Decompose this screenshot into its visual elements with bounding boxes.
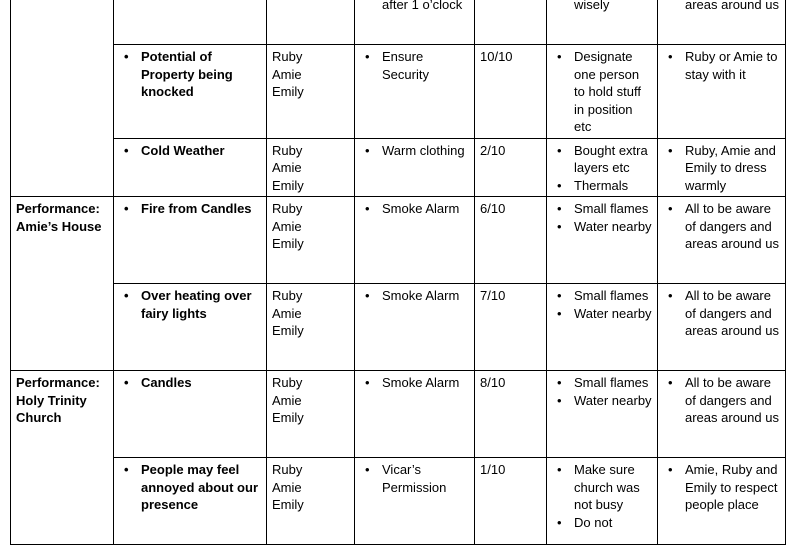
responsible-text: areas around us [685,0,779,12]
action-cell [547,138,658,197]
people-cell [267,138,355,197]
control-cell [355,45,475,139]
person-name: Amie [272,479,302,495]
risk-text: • People may feel annoyed about our presence [141,461,261,514]
risk-text: • Potential of Property being knocked [141,48,261,101]
action-cell [547,284,658,371]
responsible-cell [658,284,786,371]
control-cell [355,371,475,458]
table-row [11,458,786,545]
section-cell: Performance: Holy Trinity Church [11,371,114,545]
action-item: • Small flames [574,287,652,305]
risk-cell [114,458,267,545]
responsible-cell [658,138,786,197]
people-cell [267,458,355,545]
action-cell [547,0,658,45]
responsible-text: • All to be aware of dangers and areas around us [685,287,780,340]
person-name: Amie [272,305,302,321]
table-row [11,371,786,458]
risk-text: • Fire from Candles [141,200,261,218]
risk-cell [114,0,267,45]
person-name: Emily [272,177,304,193]
responsible-text: • Ruby, Amie and Emily to dress warmly [685,142,780,195]
control-cell [355,197,475,284]
action-cell [547,197,658,284]
table-row [11,284,786,371]
control-text: • Smoke Alarm [382,374,469,392]
person-name: Ruby [272,142,303,158]
control-cell [355,284,475,371]
people-cell [267,284,355,371]
action-item: • Water nearby [574,305,652,323]
person-name: Emily [272,236,304,251]
table-row [11,138,786,197]
responsible-cell [658,45,786,139]
control-cell [355,0,475,45]
action-item: • Thermals [574,177,652,195]
action-cell [547,45,658,139]
person-name: Amie [272,392,302,408]
control-text: • Vicar’s Permission [382,461,469,496]
risk-cell [114,138,267,197]
risk-text: • Over heating over fairy lights [141,287,261,322]
table-row [11,0,786,45]
person-name: Amie [272,218,302,234]
action-item: • Designate one person to hold stuff in position etc [574,48,652,136]
person-name: Ruby [272,462,303,477]
risk-text: • Candles [141,374,261,392]
action-item: • Bought extra layers etc [574,142,652,177]
people-cell [267,0,355,45]
control-text: • Ensure Security [382,48,469,83]
responsible-cell [658,0,786,45]
person-name: Amie [272,160,302,175]
action-cell [547,458,658,545]
action-item: wisely [574,0,610,12]
risk-text: • Cold Weather [141,142,261,160]
person-name: Ruby [272,288,303,303]
section-cell [11,0,114,197]
person-name: Ruby [272,201,303,216]
person-name: Ruby [272,375,303,390]
responsible-text: • Amie, Ruby and Emily to respect people place [685,461,780,514]
control-cell [355,458,475,545]
control-text: • Warm clothing [382,142,469,160]
responsible-text: • All to be aware of dangers and areas around us [685,374,780,427]
responsible-cell [658,197,786,284]
control-cell [355,138,475,197]
control-text: • Smoke Alarm [382,287,469,305]
risk-cell [114,284,267,371]
action-cell [547,371,658,458]
rating-cell [475,0,547,45]
table-row [11,197,786,284]
responsible-cell [658,458,786,545]
risk-assessment-table [10,0,786,545]
person-name: Emily [272,410,304,425]
action-item: • Water nearby [574,392,652,410]
table-row [11,45,786,139]
rating-cell: 10/10 [475,45,547,139]
rating-cell: 8/10 [475,371,547,458]
person-name: Emily [272,323,304,338]
section-cell: Performance: Amie’s House [11,197,114,371]
responsible-text: • Ruby or Amie to stay with it [685,48,780,83]
people-cell [267,371,355,458]
control-text: after 1 o’clock [382,0,463,12]
rating-cell: 1/10 [475,458,547,545]
people-cell [267,45,355,139]
action-item: • Small flames [574,200,652,218]
person-name: Emily [272,497,304,512]
rating-cell: 6/10 [475,197,547,284]
rating-cell: 2/10 [475,138,547,197]
action-item: • Make sure church was not busy [574,461,652,514]
action-item: • Do not [574,514,652,532]
risk-cell [114,45,267,139]
people-cell [267,197,355,284]
risk-cell [114,371,267,458]
responsible-text: • All to be aware of dangers and areas around us [685,200,780,253]
control-text: • Smoke Alarm [382,200,469,218]
responsible-cell [658,371,786,458]
action-item: • Water nearby [574,218,652,236]
risk-table-body [11,0,786,545]
person-name: Amie [272,66,302,82]
action-item: • Small flames [574,374,652,392]
risk-cell [114,197,267,284]
person-name: Ruby [272,49,303,64]
person-name: Emily [272,84,304,99]
rating-cell: 7/10 [475,284,547,371]
